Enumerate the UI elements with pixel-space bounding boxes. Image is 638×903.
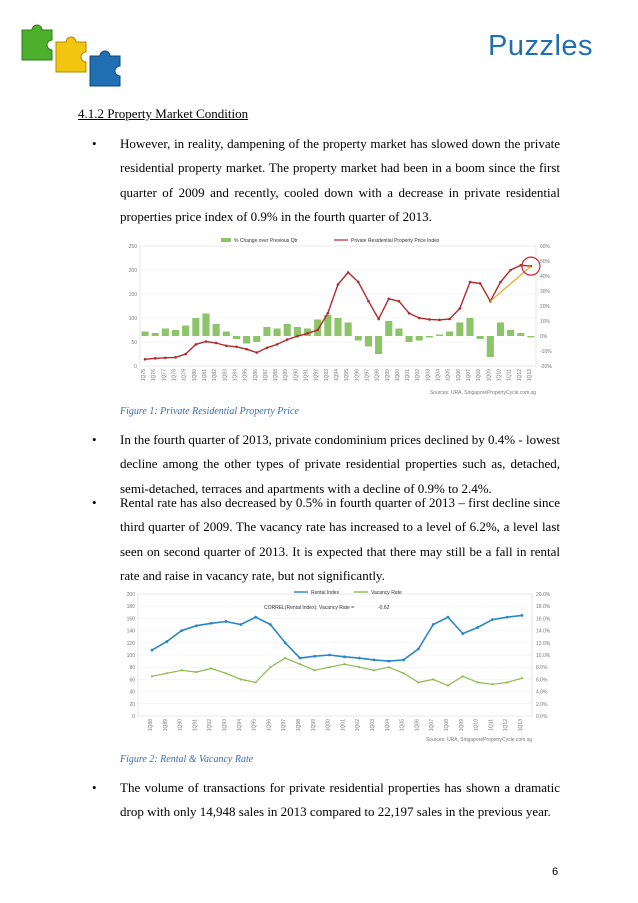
vacancy-rate-point: [314, 669, 316, 671]
x-tick-label: 1Q02: [355, 719, 362, 732]
price-index-point: [357, 281, 360, 284]
x-tick-label: 1Q95: [251, 719, 258, 732]
source-note: Sources: URA, SingaporePropertyCycle.com.sg: [429, 390, 536, 396]
x-tick-label: 1Q81: [202, 369, 208, 382]
y-left-tick-label: 0: [134, 364, 137, 370]
x-tick-label: 1Q07: [466, 369, 472, 382]
vacancy-rate-point: [329, 666, 331, 668]
vacancy-rate-point: [462, 675, 464, 677]
price-index-point: [255, 351, 258, 354]
y-left-tick-label: 50: [131, 340, 137, 346]
rental-index-point: [358, 657, 361, 660]
x-tick-label: 1Q78: [171, 369, 178, 382]
y-left-tick-label: 250: [128, 244, 137, 250]
x-tick-label: 1Q12: [503, 719, 510, 732]
bullet-text: However, in reality, dampening of the property market has slowed down the private residential property market. The property market had been in a boom since the first quarter of 2009 and recently, cooled down with a decrease in private residential properties price index of 0.9% in the fourth quarter of 2013.: [120, 136, 560, 224]
price-index-point: [215, 342, 218, 345]
vacancy-rate-point: [477, 681, 479, 683]
property-price-chart: [116, 236, 562, 398]
pct-change-bar: [517, 333, 524, 336]
x-tick-label: 1Q02: [415, 369, 422, 382]
pct-change-bar: [172, 330, 179, 336]
rental-index-point: [269, 623, 272, 626]
bullet-text: In the fourth quarter of 2013, private condominium prices declined by 0.4% - lowest decline among the other types of private residential properties such as, detached, semi-detached, terraces and apartments with a decline of 0.9% to 2.4%.: [120, 432, 560, 496]
pct-change-bar: [527, 336, 534, 337]
x-tick-label: 1Q00: [394, 369, 401, 382]
rental-index-point: [151, 649, 154, 652]
price-index-point: [286, 338, 289, 341]
pct-change-bar: [182, 326, 189, 337]
x-tick-label: 1Q04: [435, 369, 442, 382]
x-tick-label: 1Q86: [252, 369, 259, 382]
price-index-point: [316, 329, 319, 332]
rental-index-point: [254, 616, 257, 619]
x-tick-label: 1Q06: [414, 719, 421, 732]
x-tick-label: 1Q04: [384, 719, 391, 732]
price-index-point: [154, 357, 157, 360]
vacancy-rate-point: [506, 681, 508, 683]
rental-index-point: [284, 641, 287, 644]
price-index-point: [164, 357, 167, 360]
pct-change-bar: [284, 324, 291, 336]
x-tick-label: 1Q90: [177, 719, 184, 732]
rental-index-point: [387, 660, 390, 663]
price-index-point: [184, 353, 187, 356]
pct-change-bar: [466, 318, 473, 336]
price-index-point: [367, 300, 370, 303]
x-tick-label: 1Q94: [236, 719, 243, 732]
rental-index-point: [506, 616, 509, 619]
price-index-point: [469, 281, 472, 284]
rental-index-point: [402, 658, 405, 661]
x-tick-label: 1Q01: [405, 369, 412, 382]
y-right-tick-label: 6.0%: [536, 677, 548, 684]
x-tick-label: 1Q08: [444, 719, 450, 732]
correlation-annotation: CORREL(Rental Index), Vacancy Rate =: [264, 605, 355, 611]
x-tick-label: 1Q91: [192, 719, 199, 732]
x-tick-label: 1Q96: [354, 369, 361, 382]
vacancy-rate-point: [343, 663, 345, 665]
x-tick-label: 1Q90: [293, 369, 300, 382]
y-left-tick-label: 100: [126, 653, 135, 659]
price-index-point: [205, 340, 208, 343]
x-tick-label: 1Q01: [340, 719, 347, 732]
legend-label: % Change over Previous Qtr: [234, 238, 298, 244]
rental-vacancy-chart: [116, 588, 562, 744]
price-index-point: [398, 300, 401, 303]
legend-swatch-bars: [221, 238, 231, 242]
price-index-point: [428, 318, 431, 321]
bullet-text: Rental rate has also decreased by 0.5% in fourth quarter of 2013 – first decline since third quarter of 2009. The vacancy rate has increased to a level of 6.2%, a level last seen on second quarter of 2013. It is expected that there may still be a fall in rental rate and raise in vacancy rate, but not significantly.: [120, 495, 560, 583]
bullet-text: The volume of transactions for private residential properties has shown a dramatic drop with only 14,948 sales in 2013 compared to 22,197 sales in the previous year.: [120, 780, 560, 820]
pct-change-bar: [487, 336, 494, 357]
bullet-item: [78, 776, 560, 825]
x-tick-label: 1Q99: [384, 369, 391, 382]
price-index-point: [144, 358, 147, 361]
price-index-point: [276, 343, 279, 346]
rental-index-point: [343, 655, 346, 658]
vacancy-rate-point: [255, 681, 257, 683]
pct-change-bar: [162, 329, 169, 337]
y-right-tick-label: 0%: [540, 334, 548, 340]
price-index-point: [418, 317, 421, 320]
price-index-point: [195, 343, 198, 346]
vacancy-rate-point: [166, 672, 168, 674]
x-tick-label: 1Q97: [364, 369, 371, 382]
x-tick-label: 1Q13: [526, 369, 533, 382]
price-index-point: [459, 307, 462, 310]
x-tick-label: 1Q09: [486, 369, 493, 382]
x-tick-label: 1Q92: [313, 369, 320, 382]
pct-change-bar: [223, 332, 230, 337]
rental-index-point: [225, 620, 228, 623]
price-index-point: [266, 346, 269, 349]
y-left-tick-label: 0: [132, 714, 135, 720]
bullet-icon: •: [92, 136, 97, 151]
x-tick-label: 1Q83: [222, 369, 229, 382]
vacancy-rate-point: [358, 666, 360, 668]
x-tick-label: 1Q07: [429, 719, 436, 732]
y-right-tick-label: 50%: [540, 259, 551, 265]
legend-label: Rental Index: [311, 590, 340, 596]
pct-change-bar: [213, 324, 220, 336]
y-right-tick-label: 20%: [540, 304, 551, 310]
y-left-tick-label: 120: [126, 640, 135, 647]
price-index-point: [245, 348, 248, 351]
y-left-tick-label: 60: [129, 677, 135, 684]
price-index-point: [296, 335, 299, 338]
rental-index-point: [432, 623, 435, 626]
x-tick-label: 1Q85: [242, 369, 249, 382]
x-tick-label: 1Q10: [473, 719, 480, 732]
bullet-icon: •: [92, 495, 97, 510]
x-tick-label: 1Q06: [455, 369, 462, 382]
pct-change-bar: [507, 330, 514, 336]
bullet-item: [78, 132, 560, 229]
vacancy-rate-point: [373, 669, 375, 671]
puzzle-pieces-icon: [18, 18, 128, 92]
y-right-tick-label: -20%: [540, 364, 552, 370]
x-tick-label: 1Q10: [496, 369, 503, 382]
legend-label: Vacancy Rate: [371, 590, 402, 596]
pct-change-bar: [416, 336, 423, 341]
pct-change-bar: [263, 327, 270, 336]
source-note: Sources: URA, SingaporePropertyCycle.com.sg: [425, 737, 532, 743]
y-right-tick-label: 16.0%: [536, 616, 551, 623]
x-tick-label: 1Q98: [296, 719, 302, 732]
rental-index-point: [195, 624, 198, 627]
x-tick-label: 1Q08: [476, 369, 483, 382]
x-tick-label: 1Q09: [458, 719, 465, 732]
figure-2-caption: Figure 2: Rental & Vacancy Rate: [120, 754, 254, 765]
vacancy-rate-point: [225, 672, 227, 674]
y-left-tick-label: 40: [129, 689, 135, 696]
vacancy-rate-point: [181, 669, 183, 671]
vacancy-rate-point: [284, 657, 286, 659]
price-index-point: [408, 312, 411, 315]
x-tick-label: 1Q92: [207, 719, 214, 732]
y-left-tick-label: 200: [128, 268, 137, 274]
y-right-tick-label: 40%: [540, 274, 551, 280]
y-left-tick-label: 160: [126, 616, 135, 623]
y-right-tick-label: -10%: [540, 349, 552, 355]
x-tick-label: 1Q13: [518, 719, 524, 732]
rental-index-point: [373, 658, 376, 661]
pct-change-bar: [243, 336, 250, 344]
pct-change-bar: [375, 336, 382, 354]
x-tick-label: 1Q11: [506, 369, 513, 381]
pct-change-bar: [385, 321, 392, 336]
y-left-tick-label: 150: [128, 292, 137, 298]
x-tick-label: 1Q05: [399, 719, 406, 732]
y-left-tick-label: 20: [129, 701, 135, 708]
pct-change-bar: [345, 323, 352, 337]
price-index-point: [438, 319, 441, 322]
pct-change-bar: [406, 336, 413, 342]
x-tick-label: 1Q87: [262, 369, 269, 382]
price-index-point: [225, 345, 228, 348]
vacancy-rate-point: [299, 663, 301, 665]
pct-change-bar: [355, 336, 362, 341]
pct-change-bar: [274, 329, 281, 337]
rental-index-point: [239, 623, 242, 626]
vacancy-rate-point: [447, 684, 449, 686]
rental-index-point: [521, 614, 524, 617]
y-right-tick-label: 10.0%: [536, 653, 551, 659]
pct-change-bar: [497, 323, 504, 337]
pct-change-bar: [426, 336, 433, 338]
plot-area: [140, 246, 536, 366]
x-tick-label: 1Q96: [266, 719, 273, 732]
x-tick-label: 1Q84: [232, 369, 239, 382]
x-tick-label: 1Q05: [445, 369, 452, 382]
pct-change-bar: [365, 336, 372, 347]
x-tick-label: 1Q88: [148, 719, 154, 732]
pct-change-bar: [314, 320, 321, 337]
vacancy-rate-point: [240, 678, 242, 680]
rental-index-point: [417, 648, 420, 651]
x-tick-label: 1Q98: [374, 369, 381, 382]
bullet-icon: •: [92, 432, 97, 447]
pct-change-bar: [142, 332, 149, 337]
x-tick-label: 1Q89: [283, 369, 290, 382]
price-index-point: [306, 332, 309, 335]
price-index-point: [327, 312, 330, 315]
vacancy-rate-point: [388, 666, 390, 668]
y-right-tick-label: 0.0%: [536, 714, 548, 720]
y-right-tick-label: 18.0%: [536, 604, 551, 611]
x-tick-label: 1Q93: [323, 369, 330, 382]
x-tick-label: 1Q00: [325, 719, 332, 732]
y-right-tick-label: 10%: [540, 319, 551, 325]
y-right-tick-label: 2.0%: [536, 701, 548, 708]
x-tick-label: 1Q88: [273, 369, 280, 382]
price-index-point: [499, 281, 502, 284]
rental-index-point: [476, 626, 479, 629]
price-index-point: [235, 346, 238, 349]
x-tick-label: 1Q03: [370, 719, 376, 732]
rental-index-point: [461, 632, 464, 635]
rental-index-point: [328, 654, 331, 657]
vacancy-rate-point: [417, 681, 419, 683]
y-left-tick-label: 180: [126, 604, 135, 611]
x-tick-label: 1Q11: [488, 719, 495, 731]
pct-change-bar: [233, 336, 240, 339]
x-tick-label: 1Q80: [191, 369, 198, 382]
pct-change-bar: [202, 314, 209, 337]
page-number: 6: [552, 866, 559, 878]
y-right-tick-label: 12.0%: [536, 640, 551, 647]
pct-change-bar: [152, 333, 159, 336]
x-tick-label: 1Q82: [212, 369, 219, 382]
price-index-point: [174, 356, 177, 359]
vacancy-rate-point: [210, 667, 212, 669]
x-tick-label: 1Q94: [334, 369, 340, 382]
rental-index-point: [447, 616, 450, 619]
y-left-tick-label: 140: [126, 628, 135, 635]
x-tick-label: 1Q89: [162, 719, 169, 732]
pct-change-bar: [477, 336, 484, 339]
rental-index-point: [165, 640, 168, 643]
vacancy-rate-point: [521, 677, 523, 679]
x-tick-label: 1Q91: [303, 369, 310, 382]
x-tick-label: 1Q93: [222, 719, 228, 732]
bullet-item: [78, 491, 560, 588]
rental-index-point: [180, 629, 183, 632]
y-right-tick-label: 30%: [540, 289, 551, 295]
vacancy-rate-point: [432, 678, 434, 680]
x-tick-label: 1Q03: [425, 369, 432, 382]
pct-change-bar: [192, 318, 199, 336]
y-right-tick-label: 14.0%: [536, 628, 551, 635]
vacancy-rate-point: [195, 671, 197, 673]
figure-1-caption: Figure 1: Private Residential Property Price: [120, 406, 299, 417]
y-right-tick-label: 8.0%: [536, 665, 548, 672]
pct-change-bar: [334, 318, 341, 336]
correlation-value: -0.62: [378, 605, 390, 611]
price-index-point: [337, 283, 340, 286]
x-tick-label: 1Q77: [161, 369, 168, 382]
price-index-point: [448, 318, 451, 321]
pct-change-bar: [456, 323, 463, 337]
legend-label: Private Residential Property Price Index: [351, 238, 440, 244]
rental-index-point: [210, 622, 213, 625]
bullet-icon: •: [92, 780, 97, 795]
pct-change-bar: [253, 336, 260, 342]
x-tick-label: 1Q79: [181, 369, 188, 382]
price-index-point: [509, 269, 512, 272]
y-left-tick-label: 80: [129, 665, 135, 672]
vacancy-rate-point: [403, 672, 405, 674]
pct-change-bar: [294, 327, 301, 336]
pct-change-bar: [395, 329, 402, 337]
x-tick-label: 1Q95: [344, 369, 351, 382]
brand-title: Puzzles: [488, 30, 594, 62]
vacancy-rate-point: [491, 683, 493, 685]
x-tick-label: 1Q97: [281, 719, 288, 732]
x-tick-label: 1Q75: [141, 369, 148, 382]
y-right-tick-label: 20.0%: [536, 592, 551, 598]
y-left-tick-label: 100: [128, 316, 137, 322]
price-index-point: [387, 298, 390, 301]
x-tick-label: 1Q76: [151, 369, 158, 382]
price-index-point: [479, 282, 482, 285]
y-right-tick-label: 4.0%: [536, 689, 548, 696]
pct-change-bar: [436, 335, 443, 337]
rental-index-point: [313, 655, 316, 658]
section-heading: 4.1.2 Property Market Condition: [78, 106, 249, 121]
vacancy-rate-point: [269, 666, 271, 668]
x-tick-label: 1Q99: [310, 719, 317, 732]
y-right-tick-label: 60%: [540, 244, 551, 250]
pct-change-bar: [446, 332, 453, 337]
price-index-point: [347, 271, 350, 274]
rental-index-point: [299, 657, 302, 660]
x-tick-label: 1Q12: [516, 369, 523, 382]
y-left-tick-label: 200: [126, 592, 135, 598]
price-index-point: [377, 318, 380, 321]
vacancy-rate-point: [151, 675, 153, 677]
rental-index-point: [491, 618, 494, 621]
